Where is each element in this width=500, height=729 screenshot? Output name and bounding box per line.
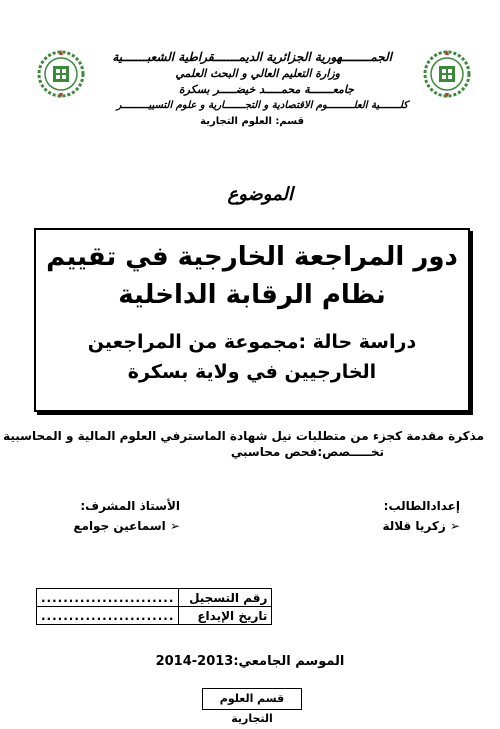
header-republic: الجمــــــــهورية الجزائرية الديمـــــــقراطية الشعبـــــــية [112,50,392,64]
memo-text [3,428,484,460]
student-block [382,496,460,536]
registration-table [36,588,272,625]
table-row [37,589,272,607]
table-row [37,607,272,625]
thesis-title: دور المراجعة الخارجية في تقييم نظام الرقابة الداخلية [46,242,458,310]
deposit-date-value: ........................ [37,607,179,625]
supervisor-block [73,496,180,536]
title-box [34,228,470,412]
student-name: زكريا قلالة [382,519,446,533]
registration-number-value: ........................ [37,589,179,607]
bullet-arrow-icon: ➢ [165,519,180,533]
registration-number-label: رقم التسجيل [179,589,272,607]
header-faculty: كلـــــــية العلـــــــــوم الاقتصادية و التجـــــــارية و علوم التسييـــــــــر [116,100,408,111]
memo-line-specialty: تخـــــصص:فحص محاسبي [230,445,384,459]
header-ministry: وزارة التعليم العالي و البحث العلمي [175,67,340,80]
supervisor-label: الأستاذ المشرف: [80,499,180,513]
supervisor-name: اسماعين جوامع [73,519,166,533]
subject-label: الموضوع [227,184,293,205]
case-study-title: دراسة حالة :مجموعة من المراجعين الخارجيين في ولاية بسكرة [87,331,417,383]
supervisor-name-row [73,516,180,536]
header-department: قسم: العلوم التجارية [200,116,304,127]
university-logo-left [36,44,86,104]
bullet-arrow-icon: ➢ [445,519,460,533]
deposit-date-label: تاريخ الإيداع [179,607,272,625]
department-footer: قسم العلوم التجارية [202,688,302,710]
student-label: إعدادالطالب: [383,499,460,513]
academic-year: الموسم الجامعي:2013-2014 [155,654,345,669]
university-logo-right [422,44,472,104]
memo-line-degree: مذكرة مقدمة كجزء من متطلبات نيل شهادة الماسترفي العلوم المالية و المحاسبية [3,429,484,443]
header-university: جامعـــــــة محمـــــد خيضـــــر بسكرة [178,83,354,96]
student-name-row [382,516,460,536]
